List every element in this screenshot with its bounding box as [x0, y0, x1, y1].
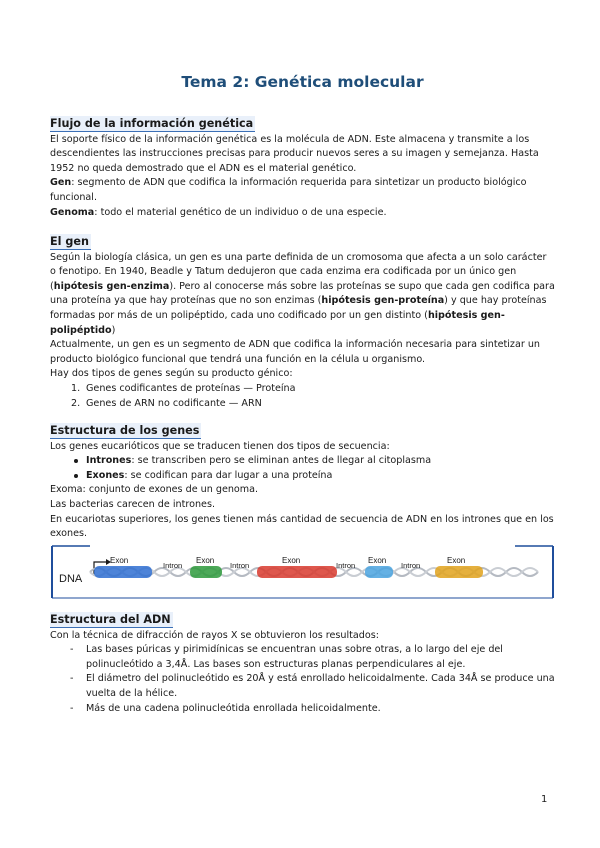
- list-item: [50, 702, 555, 717]
- text-run: ) y que hay proteínas formadas por más de un polipéptido, cada uno codificado por un gen distinto (: [50, 295, 547, 321]
- dash-marker: -: [70, 673, 74, 685]
- definition-text: : segmento de ADN que codifica la información requerida para sintetizar un producto biológico funcional.: [50, 177, 527, 203]
- sequence-type-list: [50, 454, 555, 483]
- section-heading: El gen: [50, 235, 89, 248]
- text-run: Según la biología clásica, un gen es una parte definida de un cromosoma que afecta a un solo carácter o fenotipo. En 1940, Beadle y Tatum dedujeron que cada enzima era codificada por un único gen (: [50, 251, 547, 292]
- definition-genoma: [50, 206, 555, 221]
- paragraph: El soporte físico de la información genética es la molécula de ADN. Este almacena y transmite a los descendientes las instrucciones precisas para producir nuevos seres a su imagen y semejanza. Hasta 1952 no queda demostrado que el ADN es el material genético.: [50, 133, 539, 174]
- list-number: 2.: [71, 397, 81, 409]
- paragraph: Con la técnica de difracción de rayos X se obtuvieron los resultados:: [50, 629, 379, 641]
- exon-segment: [257, 566, 337, 578]
- exon-segment: [190, 566, 222, 578]
- dna-exon-intron-figure: [50, 542, 555, 600]
- dash-marker: -: [70, 644, 74, 656]
- list-item: [50, 672, 555, 701]
- paragraph: Las bacterias carecen de intrones.: [50, 498, 215, 510]
- dna-diagram: [50, 542, 555, 600]
- intron-label: Intron: [336, 561, 356, 570]
- emphasis: hipótesis gen-polipéptido: [50, 309, 505, 336]
- paragraph: En eucariotas superiores, los genes tienen más cantidad de secuencia de ADN en los intrones que en los exones.: [50, 513, 554, 540]
- section-heading: Flujo de la información genética: [50, 117, 254, 130]
- bullet-icon: [74, 474, 78, 478]
- dash-marker: -: [70, 702, 74, 714]
- term: Intrones: [86, 455, 132, 467]
- definition-text: : se codifican para dar lugar a una proteína: [124, 469, 333, 481]
- emphasis: hipótesis gen-enzima: [53, 280, 170, 292]
- list-text: Genes de ARN no codificante — ARN: [86, 397, 262, 409]
- paragraph: Hay dos tipos de genes según su producto génico:: [50, 368, 293, 380]
- results-list: [50, 643, 555, 716]
- section-heading: Estructura del ADN: [50, 613, 171, 626]
- intron-label: Intron: [163, 561, 183, 570]
- term: Gen: [50, 177, 72, 189]
- list-text: Genes codificantes de proteínas — Proteína: [86, 382, 296, 394]
- list-text: Las bases púricas y pirimidínicas se encuentran unas sobre otras, a lo largo del eje del polinucleótido a 3,4Å. Las bases son estructuras planas perpendiculares al eje.: [86, 644, 503, 670]
- gene-type-list: [50, 382, 555, 411]
- text-run: ). Pero al conocerse más sobre las proteínas se supo que cada gen codifica para una proteína ya que hay proteínas que no son enzimas (: [50, 280, 555, 307]
- paragraph: Actualmente, un gen es un segmento de ADN que codifica la información necesaria para sintetizar un producto biológico funcional que tendrá una función en la célula u organismo.: [50, 339, 540, 365]
- term: Exones: [86, 469, 125, 481]
- definition-text: : todo el material genético de un individuo o de una especie.: [94, 206, 387, 218]
- list-item: [50, 454, 555, 469]
- exon-label: Exon: [196, 556, 215, 565]
- exon-label: Exon: [110, 556, 129, 565]
- definition-gen: [50, 176, 555, 205]
- exon-segment: [365, 566, 393, 578]
- intron-label: Intron: [401, 561, 421, 570]
- exon-label: Exon: [447, 556, 466, 565]
- exon-label: Exon: [368, 556, 387, 565]
- list-text: Más de una cadena polinucleótida enrollada helicoidalmente.: [86, 702, 381, 714]
- list-text: El diámetro del polinucleótido es 20Å y está enrollado helicoidalmente. Cada 34Å se produce una vuelta de la hélice.: [86, 673, 555, 699]
- section-el-gen: [50, 234, 555, 411]
- section-estructura-genes: [50, 423, 555, 542]
- section-heading: Estructura de los genes: [50, 424, 200, 437]
- dna-label: DNA: [59, 573, 83, 585]
- list-item: [50, 382, 555, 397]
- paragraph: [50, 251, 555, 339]
- list-item: [50, 397, 555, 412]
- page-number: 1: [541, 794, 548, 805]
- section-estructura-adn: [50, 612, 555, 716]
- list-item: [50, 643, 555, 672]
- text-run: ): [111, 324, 116, 336]
- exon-segment: [435, 566, 483, 578]
- section-flujo: [50, 116, 555, 220]
- paragraph: Los genes eucarióticos que se traducen tienen dos tipos de secuencia:: [50, 440, 390, 452]
- emphasis: hipótesis gen-proteína: [321, 295, 445, 307]
- list-item: [50, 469, 555, 484]
- list-number: 1.: [71, 382, 81, 394]
- term: Genoma: [50, 206, 95, 218]
- document-title: Tema 2: Genética molecular: [181, 73, 424, 91]
- definition-text: : se transcriben pero se eliminan antes de llegar al citoplasma: [131, 455, 432, 467]
- exon-label: Exon: [282, 556, 301, 565]
- intron-label: Intron: [230, 561, 250, 570]
- paragraph: Exoma: conjunto de exones de un genoma.: [50, 484, 259, 496]
- bullet-icon: [74, 459, 78, 463]
- exon-segment: [94, 566, 152, 578]
